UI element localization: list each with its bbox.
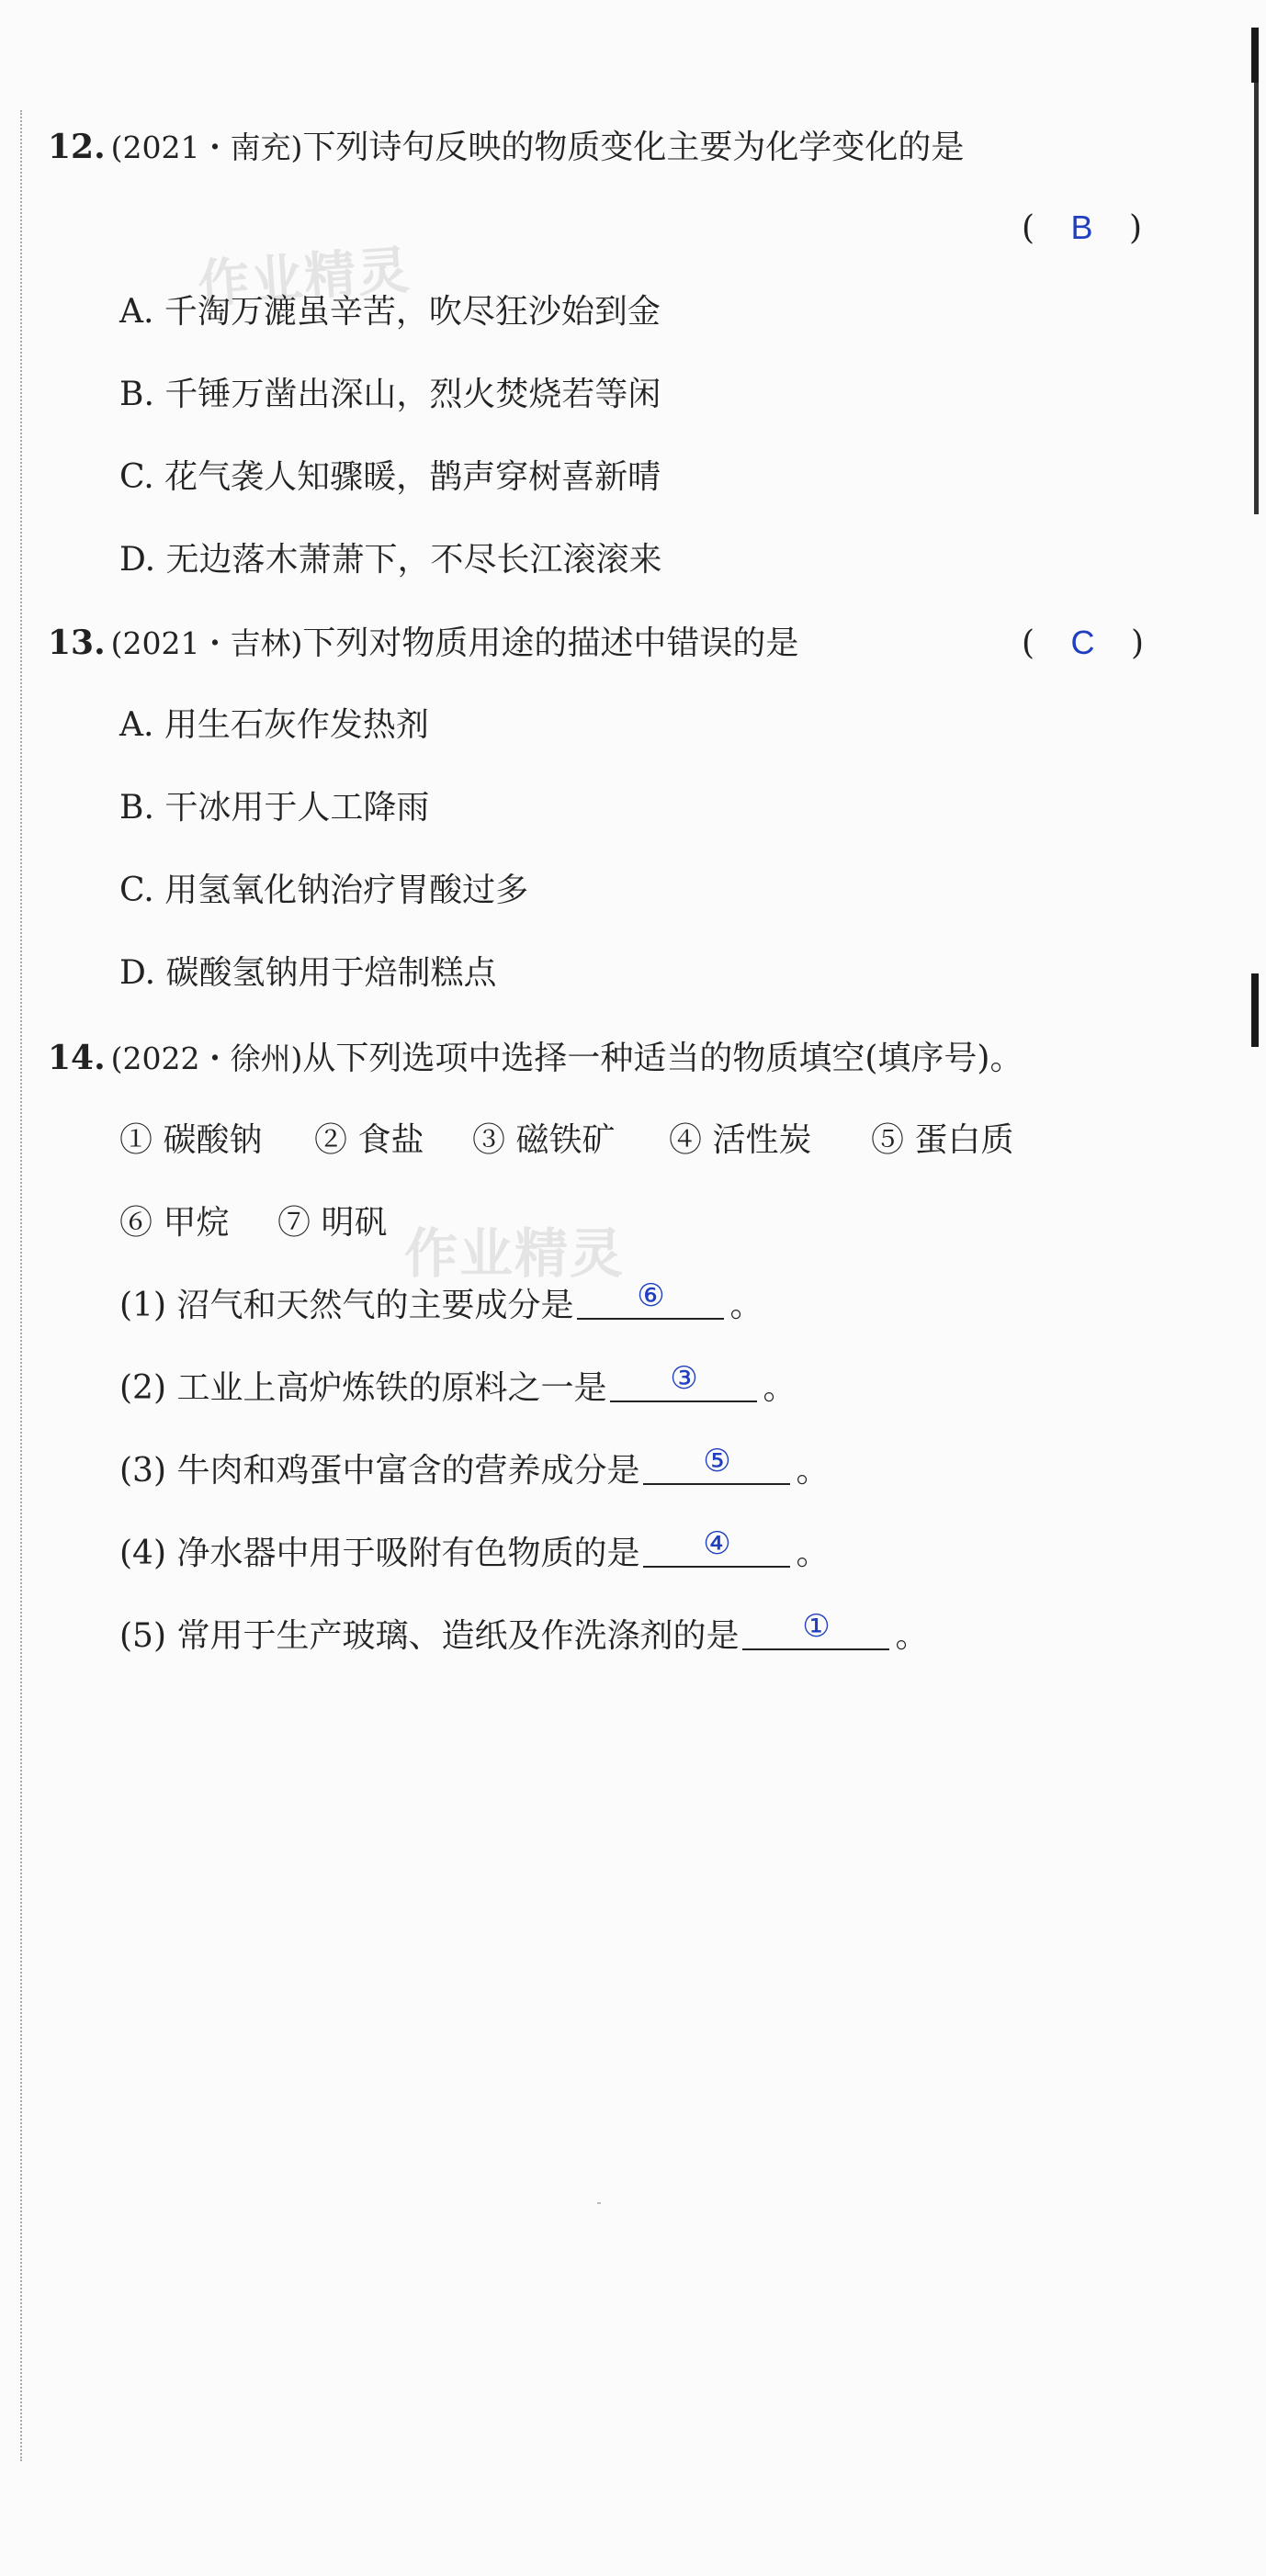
choice: ⑤ 蛋白质	[871, 1121, 1014, 1159]
question-number: 14.	[48, 1039, 106, 1077]
option-a: A. 千淘万漉虽辛苦，吹尽狂沙始到金	[119, 293, 661, 331]
answer-choice: C	[1070, 624, 1095, 661]
answer-blank	[610, 1360, 757, 1402]
watermark: 作业精灵	[196, 240, 413, 316]
answer-fill: ③	[670, 1360, 698, 1397]
question-source: (2022・徐州)	[110, 1041, 303, 1076]
question-text: 下列诗句反映的物质变化主要为化学变化的是	[302, 129, 965, 166]
question-number: 13.	[48, 624, 106, 662]
option-b: B. 千锤万凿出深山，烈火焚烧若等闲	[119, 376, 661, 413]
answer-blank	[742, 1608, 889, 1650]
answer-blank	[643, 1443, 790, 1485]
choice: ③ 磁铁矿	[472, 1121, 616, 1159]
scan-speck	[597, 2202, 601, 2204]
question-12-stem	[48, 127, 964, 168]
question-number: 12.	[48, 128, 106, 166]
question-13-answer: ( C )	[1022, 624, 1144, 662]
question-text: 从下列选项中选择一种适当的物质填空(填序号)。	[302, 1040, 1023, 1077]
option-a: A. 用生石灰作发热剂	[119, 706, 429, 744]
option-d: D. 无边落木萧萧下，不尽长江滚滚来	[119, 541, 662, 579]
question-source: (2021・吉林)	[110, 625, 303, 661]
answer-blank	[643, 1525, 790, 1568]
edge-mark-middle	[1251, 973, 1259, 1047]
option-b: B. 干冰用于人工降雨	[119, 789, 430, 827]
option-d: D. 碳酸氢钠用于焙制糕点	[119, 954, 497, 992]
option-c: C. 花气袭人知骤暖，鹊声穿树喜新晴	[119, 458, 661, 496]
edge-mark-strip	[1254, 83, 1259, 514]
watermark: 作业精灵	[404, 1222, 626, 1285]
choice: ① 碳酸钠	[119, 1121, 263, 1159]
answer-fill: ⑤	[703, 1443, 731, 1479]
answer-fill: ⑥	[637, 1277, 665, 1314]
fill-item-2: (2) 工业上高炉炼铁的原料之一是 ③ 。	[119, 1360, 797, 1407]
question-14-stem	[48, 1038, 1023, 1079]
choice: ⑦ 明矾	[277, 1204, 388, 1242]
question-12-answer: ( B )	[1022, 208, 1143, 247]
answer-fill: ④	[703, 1525, 731, 1562]
answer-fill: ①	[802, 1608, 831, 1645]
question-13-stem	[48, 623, 798, 664]
choice: ② 食盐	[314, 1121, 424, 1159]
choice: ④ 活性炭	[669, 1121, 812, 1159]
fill-item-1: (1) 沼气和天然气的主要成分是 ⑥ 。	[119, 1277, 763, 1324]
option-c: C. 用氢氧化钠治疗胃酸过多	[119, 872, 529, 909]
question-text: 下列对物质用途的描述中错误的是	[302, 624, 799, 662]
fill-item-3: (3) 牛肉和鸡蛋中富含的营养成分是 ⑤ 。	[119, 1443, 830, 1490]
fill-item-4: (4) 净水器中用于吸附有色物质的是 ④ 。	[119, 1525, 830, 1572]
fill-item-5: (5) 常用于生产玻璃、造纸及作洗涤剂的是 ① 。	[119, 1608, 929, 1655]
answer-choice: B	[1070, 208, 1093, 246]
edge-mark-top	[1251, 28, 1259, 83]
answer-blank	[577, 1277, 724, 1320]
margin-dotted-line	[20, 110, 22, 2461]
choice: ⑥ 甲烷	[119, 1204, 230, 1242]
question-source: (2021・南充)	[110, 129, 303, 165]
